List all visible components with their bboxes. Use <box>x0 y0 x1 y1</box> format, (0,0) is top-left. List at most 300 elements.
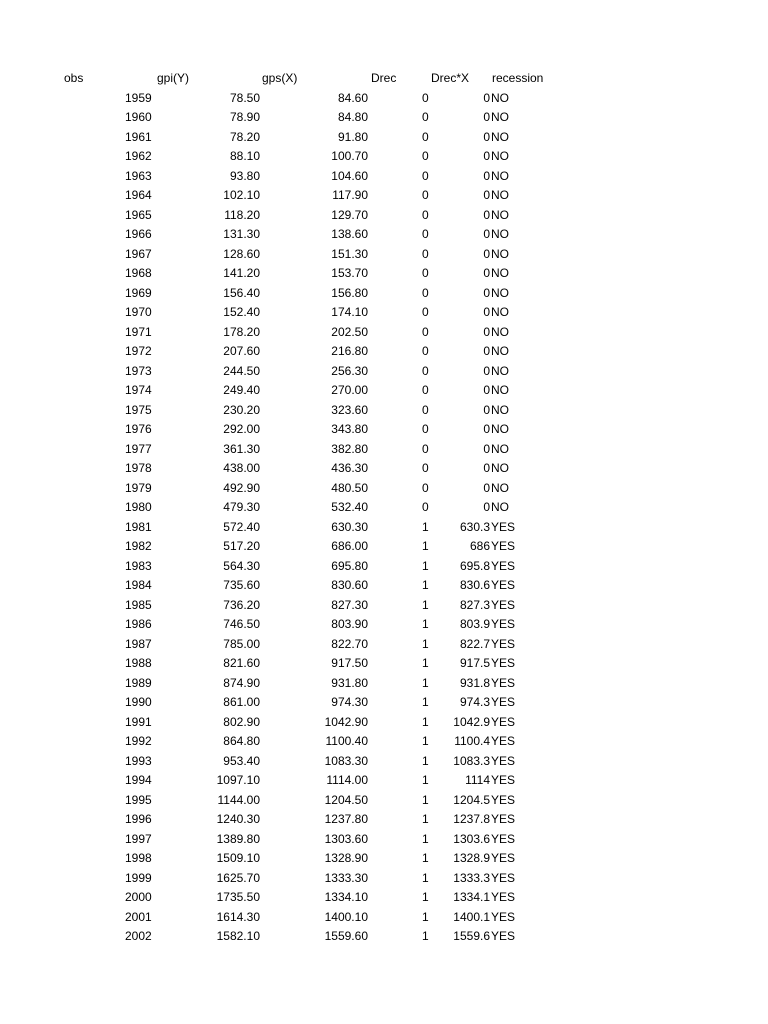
cell-gps: 104.60 <box>331 168 368 183</box>
cell-drec: 1 <box>422 578 429 592</box>
cell-recession: NO <box>491 422 509 436</box>
cell-gpi: 517.20 <box>223 539 260 553</box>
table-row <box>0 225 768 245</box>
cell-year: 2000 <box>125 890 152 904</box>
cell-drec-x: 686 <box>469 539 490 553</box>
cell-year: 1964 <box>125 188 152 202</box>
cell-recession: NO <box>491 344 509 358</box>
header-row <box>0 69 768 89</box>
cell-drec: 0 <box>422 402 429 417</box>
cell-drec-x: 1559.6 <box>453 929 490 943</box>
table-row <box>0 908 768 928</box>
cell-gps: 84.60 <box>337 90 368 105</box>
cell-drec-x: 0 <box>483 110 490 124</box>
table-row <box>0 420 768 440</box>
cell-gpi: 564.30 <box>223 558 260 573</box>
table-row <box>0 791 768 811</box>
cell-gps: 803.90 <box>331 617 368 631</box>
cell-year: 1972 <box>125 344 152 358</box>
table-row <box>0 323 768 343</box>
header-obs: obs <box>64 71 84 85</box>
cell-year: 1992 <box>125 734 152 748</box>
cell-gps: 151.30 <box>331 246 368 261</box>
cell-recession: NO <box>491 168 509 183</box>
cell-year: 1997 <box>125 831 152 846</box>
cell-gps: 436.30 <box>331 461 368 475</box>
cell-drec-x: 0 <box>483 90 490 105</box>
cell-drec-x: 1334.1 <box>453 890 490 904</box>
cell-drec: 0 <box>422 149 429 163</box>
table-row <box>0 557 768 577</box>
cell-year: 1984 <box>125 578 152 592</box>
cell-gps: 1100.40 <box>325 734 368 748</box>
table-row <box>0 654 768 674</box>
cell-gpi: 249.40 <box>223 383 260 397</box>
cell-recession: YES <box>491 597 516 612</box>
cell-recession: YES <box>491 617 516 631</box>
cell-year: 1977 <box>125 441 152 456</box>
cell-year: 1963 <box>125 168 152 183</box>
cell-drec-x: 827.3 <box>459 597 490 612</box>
cell-gpi: 78.20 <box>229 129 260 144</box>
cell-drec: 1 <box>422 812 429 826</box>
cell-drec: 0 <box>422 207 429 222</box>
cell-year: 1985 <box>125 597 152 612</box>
cell-drec-x: 0 <box>483 285 490 300</box>
table-row <box>0 518 768 538</box>
cell-year: 1979 <box>125 480 152 495</box>
cell-drec: 1 <box>422 870 429 885</box>
cell-gps: 156.80 <box>331 285 368 300</box>
cell-gpi: 864.80 <box>223 734 260 748</box>
table-row <box>0 381 768 401</box>
cell-recession: YES <box>491 695 516 709</box>
cell-recession: YES <box>491 929 516 943</box>
cell-gpi: 1389.80 <box>216 831 260 846</box>
cell-year: 1993 <box>125 753 152 768</box>
cell-year: 1976 <box>125 422 152 436</box>
table-row <box>0 440 768 460</box>
cell-gpi: 152.40 <box>223 305 260 319</box>
cell-drec-x: 630.3 <box>459 519 490 534</box>
cell-drec: 1 <box>422 734 429 748</box>
cell-year: 1967 <box>125 246 152 261</box>
cell-drec: 1 <box>422 909 429 924</box>
cell-gps: 1042.90 <box>324 714 368 729</box>
cell-year: 1969 <box>125 285 152 300</box>
cell-year: 1973 <box>125 363 152 378</box>
cell-drec: 0 <box>422 324 429 339</box>
cell-gps: 117.90 <box>332 188 368 202</box>
cell-recession: YES <box>491 773 516 787</box>
cell-recession: NO <box>491 363 509 378</box>
cell-gpi: 1097.10 <box>216 773 260 787</box>
cell-gpi: 1625.70 <box>216 870 260 885</box>
table-row <box>0 596 768 616</box>
cell-drec: 1 <box>422 695 429 709</box>
cell-drec: 1 <box>422 929 429 943</box>
cell-drec: 0 <box>422 305 429 319</box>
table-row <box>0 537 768 557</box>
cell-recession: YES <box>491 539 516 553</box>
cell-year: 1965 <box>125 207 152 222</box>
cell-gps: 630.30 <box>331 519 368 534</box>
cell-drec-x: 931.8 <box>459 675 490 690</box>
cell-drec: 1 <box>422 597 429 612</box>
cell-recession: NO <box>491 188 509 202</box>
cell-drec: 1 <box>422 675 429 690</box>
table-row <box>0 401 768 421</box>
cell-recession: YES <box>491 890 516 904</box>
cell-drec: 1 <box>422 773 429 787</box>
cell-gps: 343.80 <box>331 422 368 436</box>
table-body <box>0 89 768 947</box>
cell-gps: 382.80 <box>331 441 368 456</box>
cell-drec-x: 1204.5 <box>453 792 490 807</box>
cell-drec-x: 0 <box>483 441 490 456</box>
cell-recession: NO <box>491 285 509 300</box>
cell-recession: NO <box>491 480 509 495</box>
cell-drec-x: 1237.8 <box>453 812 490 826</box>
cell-gpi: 736.20 <box>223 597 260 612</box>
table-row <box>0 264 768 284</box>
cell-year: 1978 <box>125 461 152 475</box>
cell-gpi: 953.40 <box>223 753 260 768</box>
table-row <box>0 810 768 830</box>
cell-drec: 1 <box>422 617 429 631</box>
cell-gpi: 479.30 <box>223 500 260 514</box>
cell-drec: 0 <box>422 168 429 183</box>
cell-year: 1998 <box>125 851 152 865</box>
cell-drec-x: 0 <box>483 480 490 495</box>
cell-gpi: 802.90 <box>223 714 260 729</box>
cell-recession: NO <box>491 402 509 417</box>
cell-drec: 1 <box>422 753 429 768</box>
cell-drec-x: 0 <box>483 383 490 397</box>
cell-year: 1982 <box>125 539 152 553</box>
cell-drec: 1 <box>422 656 429 670</box>
cell-gps: 532.40 <box>331 500 368 514</box>
cell-drec: 0 <box>422 383 429 397</box>
header-recession: recession <box>492 71 544 85</box>
cell-gps: 1328.90 <box>324 851 368 865</box>
cell-gps: 1237.80 <box>324 812 368 826</box>
table-row <box>0 927 768 947</box>
cell-gpi: 735.60 <box>223 578 260 592</box>
cell-gps: 1333.30 <box>324 870 368 885</box>
cell-drec: 0 <box>422 461 429 475</box>
cell-drec-x: 0 <box>483 149 490 163</box>
cell-gps: 827.30 <box>331 597 368 612</box>
table-row <box>0 771 768 791</box>
cell-year: 1974 <box>125 383 152 397</box>
cell-drec: 1 <box>422 831 429 846</box>
table-row <box>0 206 768 226</box>
cell-drec-x: 695.8 <box>459 558 490 573</box>
cell-gpi: 1144.00 <box>217 792 260 807</box>
cell-drec-x: 0 <box>483 422 490 436</box>
cell-gpi: 141.20 <box>223 266 260 280</box>
cell-gpi: 438.00 <box>223 461 260 475</box>
cell-recession: YES <box>491 812 516 826</box>
cell-gpi: 78.90 <box>229 110 260 124</box>
table-row <box>0 186 768 206</box>
cell-gps: 1083.30 <box>324 753 368 768</box>
cell-gps: 917.50 <box>331 656 368 670</box>
cell-year: 1990 <box>125 695 152 709</box>
cell-drec: 1 <box>422 539 429 553</box>
cell-gps: 174.10 <box>331 305 368 319</box>
cell-gps: 138.60 <box>331 227 368 241</box>
cell-drec: 0 <box>422 422 429 436</box>
cell-year: 1989 <box>125 675 152 690</box>
cell-gps: 323.60 <box>331 402 368 417</box>
cell-recession: YES <box>491 578 516 592</box>
cell-recession: YES <box>491 909 516 924</box>
cell-recession: YES <box>491 831 516 846</box>
cell-recession: NO <box>491 383 509 397</box>
cell-gps: 153.70 <box>331 266 368 280</box>
cell-gps: 974.30 <box>331 695 368 709</box>
cell-drec: 0 <box>422 110 429 124</box>
table-row <box>0 479 768 499</box>
cell-gpi: 746.50 <box>223 617 260 631</box>
cell-gpi: 292.00 <box>223 422 260 436</box>
cell-gps: 129.70 <box>331 207 368 222</box>
cell-gps: 202.50 <box>331 324 368 339</box>
table-row <box>0 849 768 869</box>
cell-drec-x: 803.9 <box>459 617 490 631</box>
table-row <box>0 693 768 713</box>
table-row <box>0 752 768 772</box>
cell-year: 1970 <box>125 305 152 319</box>
cell-gpi: 1240.30 <box>216 812 260 826</box>
header-gpi: gpi(Y) <box>157 71 190 85</box>
cell-drec-x: 1042.9 <box>453 714 490 729</box>
table-row <box>0 89 768 109</box>
cell-drec-x: 0 <box>483 363 490 378</box>
cell-drec-x: 0 <box>483 246 490 261</box>
cell-gpi: 572.40 <box>223 519 260 534</box>
table-row <box>0 147 768 167</box>
cell-recession: NO <box>491 441 509 456</box>
cell-gps: 1559.60 <box>324 929 368 943</box>
cell-recession: YES <box>491 558 516 573</box>
table-row <box>0 128 768 148</box>
cell-gpi: 1735.50 <box>216 890 260 904</box>
table-row <box>0 869 768 889</box>
cell-drec: 0 <box>422 480 429 495</box>
cell-gpi: 230.20 <box>223 402 260 417</box>
cell-drec-x: 0 <box>483 402 490 417</box>
table-row <box>0 342 768 362</box>
table-row <box>0 635 768 655</box>
cell-drec: 0 <box>422 188 429 202</box>
cell-year: 1994 <box>125 773 152 787</box>
cell-drec-x: 0 <box>483 461 490 475</box>
cell-drec-x: 0 <box>483 227 490 241</box>
cell-gpi: 874.90 <box>223 675 260 690</box>
cell-year: 1981 <box>125 519 152 534</box>
cell-gps: 931.80 <box>331 675 368 690</box>
cell-drec-x: 0 <box>483 500 490 514</box>
cell-gps: 1303.60 <box>324 831 368 846</box>
cell-drec-x: 0 <box>483 266 490 280</box>
cell-recession: NO <box>491 461 509 475</box>
cell-recession: NO <box>491 266 509 280</box>
cell-drec-x: 0 <box>483 324 490 339</box>
header-drec: Drec <box>371 71 397 85</box>
cell-gps: 270.00 <box>331 383 368 397</box>
cell-drec-x: 0 <box>483 344 490 358</box>
table-row <box>0 888 768 908</box>
cell-drec-x: 0 <box>483 168 490 183</box>
cell-gps: 216.80 <box>331 344 368 358</box>
cell-recession: NO <box>491 207 509 222</box>
cell-gpi: 78.50 <box>229 90 260 105</box>
cell-recession: NO <box>491 305 509 319</box>
cell-year: 1966 <box>125 227 152 241</box>
cell-gpi: 1614.30 <box>216 909 260 924</box>
cell-drec-x: 0 <box>483 305 490 319</box>
cell-gpi: 1582.10 <box>216 929 260 943</box>
cell-drec-x: 0 <box>483 188 490 202</box>
cell-recession: NO <box>491 110 509 124</box>
cell-recession: NO <box>491 149 509 163</box>
cell-gps: 84.80 <box>337 110 368 124</box>
cell-drec-x: 1328.9 <box>453 851 490 865</box>
cell-gpi: 492.90 <box>223 480 260 495</box>
cell-year: 2001 <box>125 909 152 924</box>
cell-recession: YES <box>491 734 516 748</box>
cell-drec: 0 <box>422 344 429 358</box>
table-row <box>0 732 768 752</box>
cell-gpi: 821.60 <box>223 656 260 670</box>
cell-recession: YES <box>491 792 516 807</box>
cell-gps: 830.60 <box>331 578 368 592</box>
cell-drec-x: 1114 <box>465 773 490 787</box>
cell-drec-x: 917.5 <box>459 656 490 670</box>
cell-gpi: 88.10 <box>229 149 260 163</box>
cell-year: 1960 <box>125 110 152 124</box>
cell-year: 1999 <box>125 870 152 885</box>
cell-gpi: 207.60 <box>223 344 260 358</box>
table-row <box>0 576 768 596</box>
cell-drec: 0 <box>422 441 429 456</box>
cell-gps: 1204.50 <box>324 792 368 807</box>
cell-drec: 0 <box>422 227 429 241</box>
cell-year: 1987 <box>125 636 152 651</box>
cell-recession: YES <box>491 851 516 865</box>
data-table <box>0 69 768 947</box>
cell-recession: YES <box>491 714 516 729</box>
cell-recession: NO <box>491 227 509 241</box>
cell-year: 1968 <box>125 266 152 280</box>
cell-recession: NO <box>491 500 509 514</box>
cell-drec: 1 <box>422 636 429 651</box>
cell-gps: 91.80 <box>337 129 368 144</box>
cell-drec-x: 830.6 <box>459 578 490 592</box>
cell-drec-x: 0 <box>483 207 490 222</box>
cell-gps: 822.70 <box>331 636 368 651</box>
table-row <box>0 108 768 128</box>
cell-drec-x: 1333.3 <box>453 870 490 885</box>
cell-year: 1996 <box>125 812 152 826</box>
cell-gps: 1400.10 <box>324 909 368 924</box>
cell-drec-x: 822.7 <box>459 636 490 651</box>
cell-drec-x: 1400.1 <box>453 909 490 924</box>
cell-recession: NO <box>491 129 509 144</box>
cell-gpi: 861.00 <box>223 695 260 709</box>
cell-year: 1986 <box>125 617 152 631</box>
cell-drec: 0 <box>422 266 429 280</box>
cell-gpi: 156.40 <box>223 285 260 300</box>
cell-drec: 1 <box>422 851 429 865</box>
cell-gps: 686.00 <box>331 539 368 553</box>
cell-year: 1962 <box>125 149 152 163</box>
cell-drec-x: 974.3 <box>459 695 490 709</box>
table-row <box>0 303 768 323</box>
cell-gps: 256.30 <box>331 363 368 378</box>
table-row <box>0 245 768 265</box>
table-row <box>0 362 768 382</box>
cell-gpi: 131.30 <box>223 227 260 241</box>
cell-recession: NO <box>491 90 509 105</box>
table-row <box>0 284 768 304</box>
cell-year: 1980 <box>125 500 152 514</box>
cell-recession: YES <box>491 636 516 651</box>
cell-drec: 1 <box>422 558 429 573</box>
cell-gps: 695.80 <box>331 558 368 573</box>
table-row <box>0 615 768 635</box>
header-drec-x: Drec*X <box>431 71 470 85</box>
cell-year: 1961 <box>125 129 152 144</box>
cell-drec-x: 1100.4 <box>454 734 490 748</box>
cell-gpi: 244.50 <box>223 363 260 378</box>
cell-recession: YES <box>491 675 516 690</box>
cell-drec: 1 <box>422 714 429 729</box>
table-row <box>0 713 768 733</box>
cell-drec: 0 <box>422 246 429 261</box>
table-row <box>0 498 768 518</box>
cell-year: 1995 <box>125 792 152 807</box>
cell-gpi: 785.00 <box>223 636 260 651</box>
cell-recession: YES <box>491 753 516 768</box>
cell-drec: 0 <box>422 500 429 514</box>
cell-year: 1991 <box>125 714 152 729</box>
cell-drec: 0 <box>422 285 429 300</box>
cell-recession: YES <box>491 519 516 534</box>
cell-gpi: 178.20 <box>223 324 260 339</box>
cell-recession: NO <box>491 246 509 261</box>
cell-drec: 0 <box>422 363 429 378</box>
cell-gpi: 102.10 <box>223 188 260 202</box>
cell-gps: 100.70 <box>331 149 368 163</box>
cell-gpi: 118.20 <box>224 207 260 222</box>
cell-year: 1975 <box>125 402 152 417</box>
cell-drec-x: 1303.6 <box>453 831 490 846</box>
cell-year: 1971 <box>125 324 152 339</box>
table-row <box>0 674 768 694</box>
cell-gpi: 1509.10 <box>216 851 260 865</box>
header-gps: gps(X) <box>262 71 298 85</box>
cell-year: 2002 <box>125 929 152 943</box>
cell-drec: 1 <box>422 519 429 534</box>
cell-gpi: 361.30 <box>223 441 260 456</box>
cell-drec-x: 1083.3 <box>453 753 490 768</box>
cell-year: 1959 <box>125 90 152 105</box>
cell-drec: 1 <box>422 792 429 807</box>
